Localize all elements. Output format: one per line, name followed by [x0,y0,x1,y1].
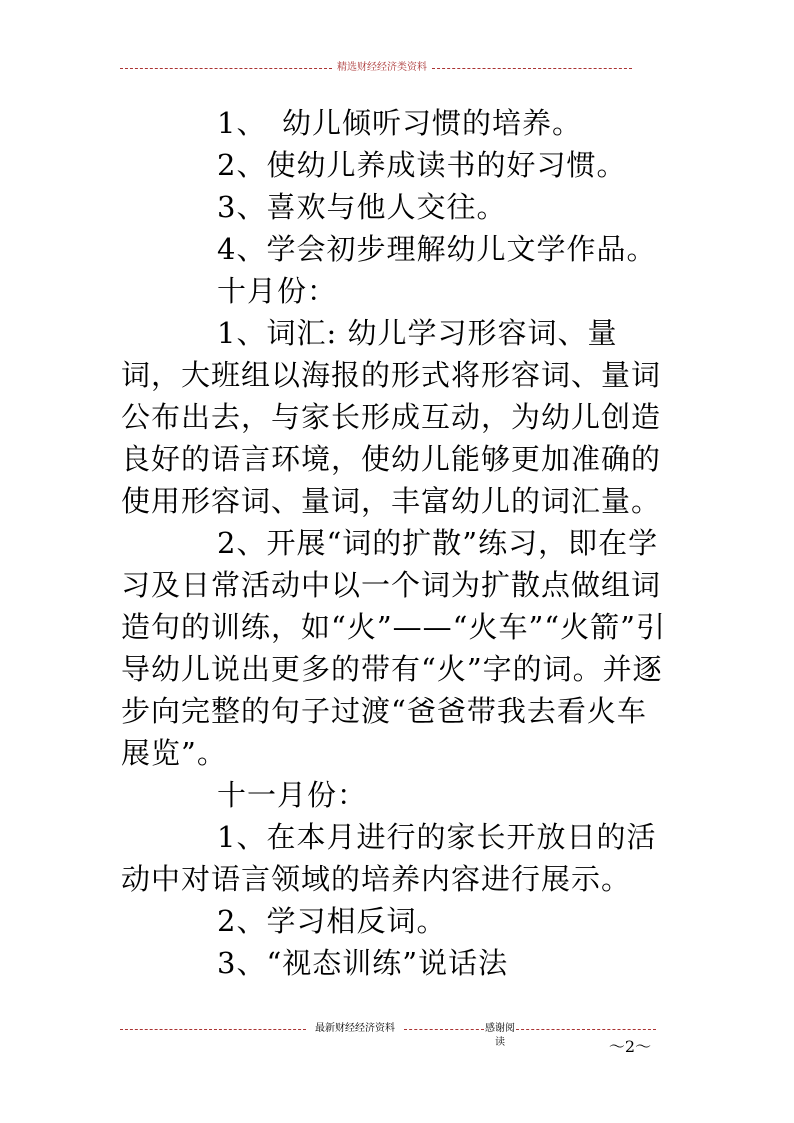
paragraph-3: 3、喜欢与他人交往。 [217,190,507,224]
body-text [121,102,675,984]
header-label: 精选财经经济类资料 [337,62,427,73]
paragraph-november-2: 2、学习相反词。 [217,904,447,938]
page-number: ～2～ [608,1037,652,1056]
footer-label-right: 感谢阅读 [485,1023,515,1048]
page-footer [120,1022,656,1048]
section-heading-october: 十月份： [217,274,338,308]
header-rule-left [120,68,332,69]
paragraph-october-2: 2、开展“词的扩散”练习，即在学习及日常活动中以一个词为扩散点做组词造句的训练，如“火”——“火车”“火箭”引导幼儿说出更多的带有“火”字的词。并逐步向完整的句子过渡“爸爸带我去看火车展览”。 [121,526,666,770]
section-heading-november: 十一月份： [217,778,368,812]
paragraph-november-1: 1、在本月进行的家长开放日的活动中对语言领域的培养内容进行展示。 [121,820,657,896]
footer-rule-left [120,1029,306,1030]
footer-label-left: 最新财经经济资料 [315,1023,395,1034]
paragraph-2: 2、使幼儿养成读书的好习惯。 [217,148,627,182]
paragraph-1: 1、 幼儿倾听习惯的培养。 [217,106,582,140]
footer-rule-right [516,1029,656,1030]
header-rule-right [432,68,632,69]
page-header [120,61,632,75]
footer-rule-middle [404,1029,484,1030]
paragraph-4: 4、学会初步理解幼儿文学作品。 [217,232,657,266]
paragraph-november-3: 3、“视态训练”说话法 [217,946,509,980]
paragraph-october-1: 1、词汇: 幼儿学习形容词、量词，大班组以海报的形式将形容词、量词公布出去，与家长形成互动，为幼儿创造良好的语言环境，使幼儿能够更加准确的使用形容词、量词，丰富幼儿的词汇量。 [121,316,662,518]
